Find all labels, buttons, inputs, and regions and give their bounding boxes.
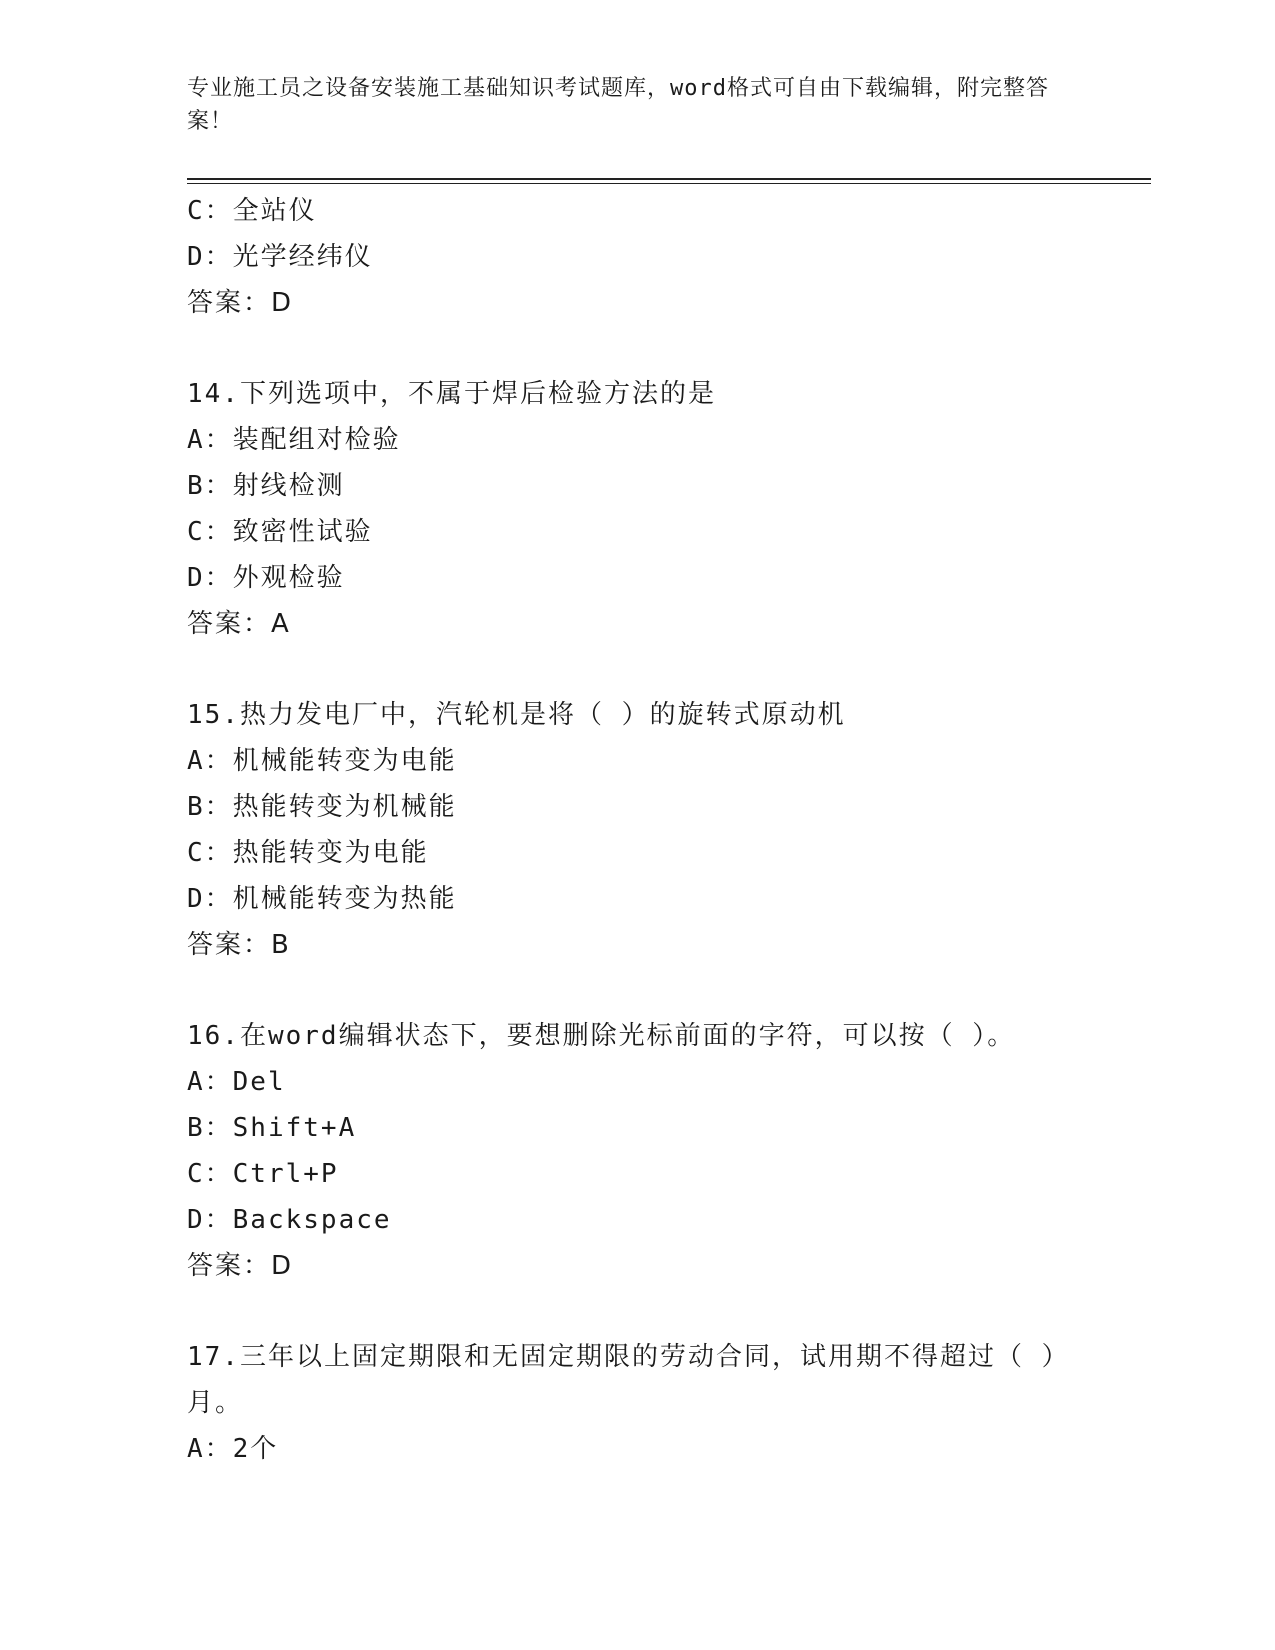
option-a: A：Del: [187, 1067, 286, 1097]
option-d: D：光学经纬仪: [187, 242, 373, 272]
option-c: C：全站仪: [187, 196, 317, 226]
question-title: 14.下列选项中，不属于焊后检验方法的是: [187, 379, 716, 409]
answer-line: 答案：A: [187, 609, 291, 639]
answer-line: 答案：D: [187, 288, 294, 318]
option-a: A：机械能转变为电能: [187, 746, 457, 776]
question-block: [187, 1013, 1067, 1289]
question-block: [187, 692, 1067, 968]
header-text: 专业施工员之设备安装施工基础知识考试题库，word格式可自由下载编辑，附完整答案！: [187, 76, 1049, 134]
question-block: [187, 371, 1067, 647]
option-d: D：外观检验: [187, 563, 345, 593]
answer-line: 答案：D: [187, 1251, 294, 1281]
question-title: 17.三年以上固定期限和无固定期限的劳动合同，试用期不得超过（ ）月。: [187, 1342, 1057, 1418]
question-title: 15.热力发电厂中，汽轮机是将（ ）的旋转式原动机: [187, 700, 846, 730]
option-d: D：机械能转变为热能: [187, 884, 457, 914]
question-title: 16.在word编辑状态下，要想删除光标前面的字符，可以按（ ）。: [187, 1021, 1016, 1051]
question-list: [187, 188, 1067, 1472]
option-c: C：致密性试验: [187, 517, 373, 547]
header-divider: [187, 178, 1151, 180]
option-b: B：射线检测: [187, 471, 345, 501]
option-a: A：装配组对检验: [187, 425, 401, 455]
option-c: C：热能转变为电能: [187, 838, 429, 868]
question-block: [187, 1334, 1067, 1472]
option-a: A：2个: [187, 1434, 279, 1464]
page-header: [187, 72, 1067, 138]
option-c: C：Ctrl+P: [187, 1159, 339, 1189]
option-b: B：热能转变为机械能: [187, 792, 457, 822]
option-d: D：Backspace: [187, 1205, 392, 1235]
option-b: B：Shift+A: [187, 1113, 357, 1143]
answer-line: 答案：B: [187, 930, 291, 960]
